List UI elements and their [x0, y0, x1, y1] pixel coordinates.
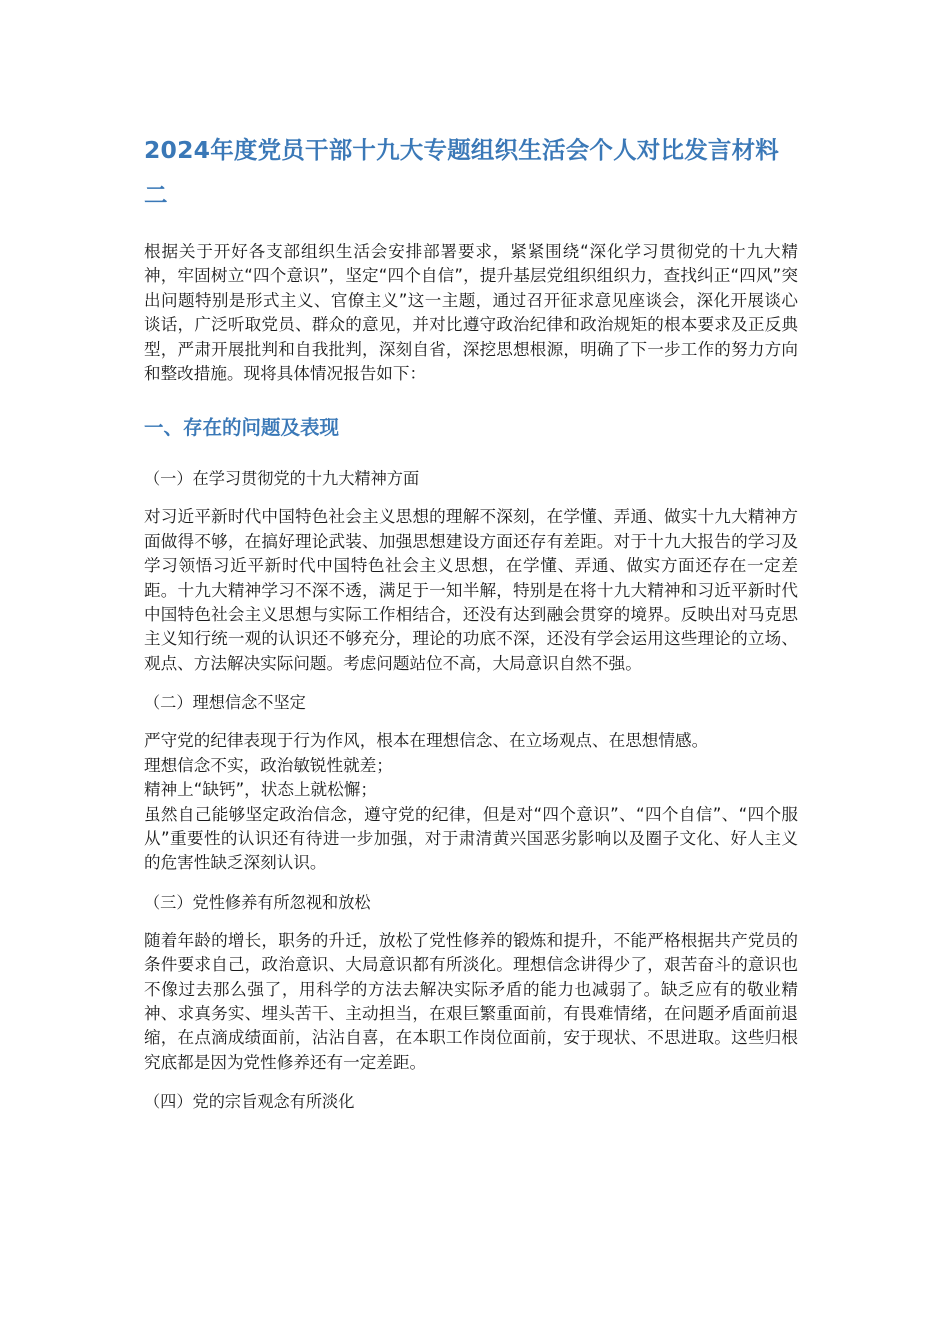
subsection-body-3: 随着年龄的增长，职务的升迁，放松了党性修养的锻炼和提升，不能严格根据共产党员的条件要求自己，政治意识、大局意识都有所淡化。理想信念讲得少了，艰苦奋斗的意识也不像过去那么强了，用科学的方法去解决实际矛盾的能力也减弱了。缺乏应有的敬业精神、求真务实、埋头苦干、主动担当，在艰巨繁重面前，有畏难情绪，在问题矛盾面前退缩，在点滴成绩面前，沾沾自喜，在本职工作岗位面前，安于现状、不思进取。这些归根究底都是因为党性修养还有一定差距。 — [144, 930, 798, 1072]
subsection-heading-2: （二）理想信念不坚定 — [144, 693, 306, 713]
body-line: 理想信念不实，政治敏锐性就差； — [144, 755, 393, 775]
document-page — [144, 128, 798, 1128]
body-line: 精神上“缺钙”，状态上就松懈； — [144, 780, 377, 800]
intro-paragraph: 根据关于开好各支部组织生活会安排部署要求，紧紧围绕“深化学习贯彻党的十九大精神，牢固树立“四个意识”，坚定“四个自信”，提升基层党组织组织力，查找纠正“四风”突出问题特别是形式主义、官僚主义”这一主题，通过召开征求意见座谈会，深化开展谈心谈话，广泛听取党员、群众的意见，并对比遵守政治纪律和政治规矩的根本要求及正反典型，严肃开展批判和自我批判，深刻自省，深挖思想根源，明确了下一步工作的努力方向和整改措施。现将具体情况报告如下： — [144, 242, 798, 384]
subsection-body-1: 对习近平新时代中国特色社会主义思想的理解不深刻，在学懂、弄通、做实十九大精神方面做得不够，在搞好理论武装、加强思想建设方面还存有差距。对于十九大报告的学习及学习领悟习近平新时代中国特色社会主义思想，在学懂、弄通、做实方面还存在一定差距。十九大精神学习不深不透，满足于一知半解，特别是在将十九大精神和习近平新时代中国特色社会主义思想与实际工作相结合，还没有达到融会贯穿的境界。反映出对马克思主义知行统一观的认识还不够充分，理论的功底不深，还没有学会运用这些理论的立场、观点、方法解决实际问题。考虑问题站位不高，大局意识自然不强。 — [144, 507, 798, 673]
subsection-heading-3: （三）党性修养有所忽视和放松 — [144, 892, 371, 912]
section-heading-problems: 一、存在的问题及表现 — [144, 416, 340, 440]
document-title: 2024年度党员干部十九大专题组织生活会个人对比发言材料二 — [144, 136, 780, 209]
subsection-body-2 — [144, 729, 798, 875]
subsection-heading-4: （四）党的宗旨观念有所淡化 — [144, 1092, 355, 1112]
body-line: 严守党的纪律表现于行为作风，根本在理想信念、在立场观点、在思想情感。 — [144, 731, 709, 751]
body-line: 虽然自己能够坚定政治信念，遵守党的纪律，但是对“四个意识”、“四个自信”、“四个服从”重要性的认识还有待进一步加强，对于肃清黄兴国恶劣影响以及圈子文化、好人主义的危害性缺乏深刻认识。 — [144, 804, 798, 873]
subsection-heading-1: （一）在学习贯彻党的十九大精神方面 — [144, 469, 420, 489]
